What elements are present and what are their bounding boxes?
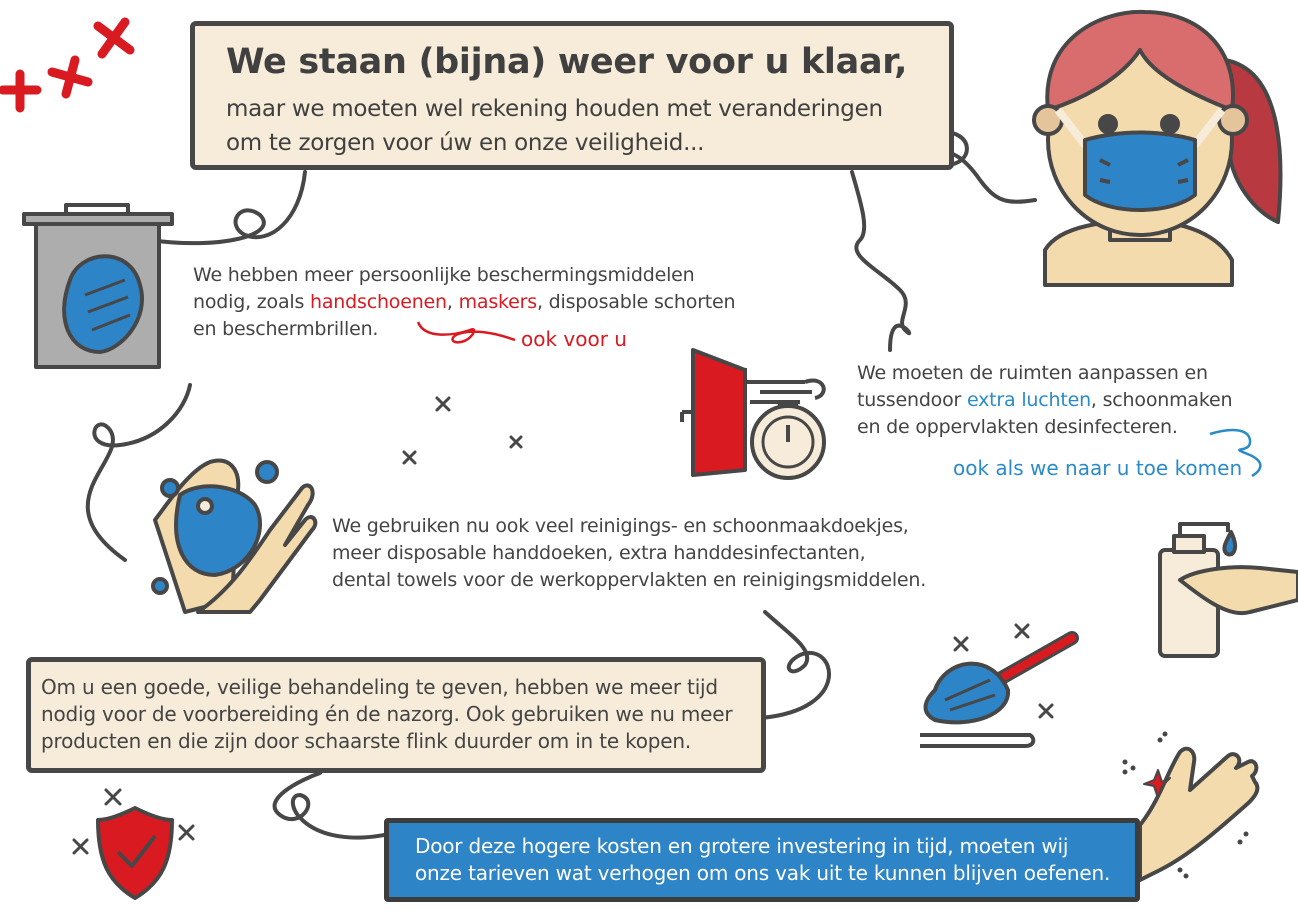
note-ook-als-we-naar-u-toe-komen: ook als we naar u toe komen: [953, 456, 1243, 480]
text-line: We gebruiken nu ook veel reinigings- en schoonmaakdoekjes,: [332, 515, 909, 537]
note-ook-voor-u: ook voor u: [521, 327, 627, 351]
shield-check-icon: [98, 808, 172, 898]
connector-line: [852, 172, 909, 350]
connector-line: [760, 612, 829, 718]
gloves-highlight: handschoenen: [310, 291, 447, 313]
injured-hand-icon: [1140, 749, 1257, 880]
ventilation-text: [857, 360, 1232, 441]
text-line: We moeten de ruimten aanpassen en: [857, 362, 1208, 384]
text-line: onze tarieven wat verhogen om ons vak uit te kunnen blijven oefenen.: [415, 861, 1111, 885]
text-span: ,: [446, 291, 453, 313]
masks-highlight: maskers: [458, 291, 537, 313]
trash-bin-mask-icon: [24, 205, 172, 367]
text-line: We hebben meer persoonlijke beschermingsmiddelen: [193, 264, 695, 286]
handwash-icon: [153, 461, 315, 612]
connector-line: [275, 773, 384, 838]
text-span: , disposable schorten: [536, 291, 736, 313]
time-box: [26, 657, 766, 773]
text-line: dental towels voor de werkoppervlakten en reinigingsmiddelen.: [332, 569, 927, 591]
text-line: Door deze hogere kosten en grotere investering in tijd, moeten wij: [415, 834, 1069, 858]
text-line: producten en die zijn door schaarste flink duurder om in te kopen.: [41, 729, 692, 753]
sanitizer-pump-icon: [1160, 524, 1298, 656]
connector-line: [150, 172, 305, 243]
mop-icon: [920, 638, 1072, 746]
text-line: en de oppervlakten desinfecteren.: [857, 416, 1178, 438]
red-crosses-icon: [3, 22, 130, 108]
text-span: nodig, zoals: [193, 291, 311, 313]
header-line: maar we moeten wel rekening houden met veranderingen: [226, 96, 883, 122]
page-title: We staan (bijna) weer voor u klaar,: [226, 42, 908, 82]
protection-text: [193, 262, 735, 343]
header-box: [190, 21, 954, 170]
text-line: Om u een goede, veilige behandeling te geven, hebben we meer tijd: [41, 675, 718, 699]
text-span: , schoonmaken: [1090, 389, 1233, 411]
text-span: tussendoor: [857, 389, 967, 411]
text-line: [857, 387, 1232, 414]
text-line: meer disposable handdoeken, extra handdesinfectanten,: [332, 542, 866, 564]
header-line: om te zorgen voor úw en onze veiligheid...: [226, 130, 705, 156]
text-line: nodig voor de voorbereiding én de nazorg. Ook gebruiken we nu meer: [41, 702, 733, 726]
time-text: [41, 674, 732, 755]
cost-text: [415, 833, 1110, 887]
cleaning-text: [332, 513, 926, 594]
text-line: en beschermbrillen.: [193, 318, 379, 340]
header-subtitle: [226, 92, 883, 160]
doctor-mask-icon: [1034, 12, 1280, 285]
extra-luchten-highlight: extra luchten: [966, 389, 1091, 411]
text-line: [193, 289, 735, 316]
cost-box: [384, 818, 1140, 902]
ventilation-timer-icon: [682, 350, 824, 478]
